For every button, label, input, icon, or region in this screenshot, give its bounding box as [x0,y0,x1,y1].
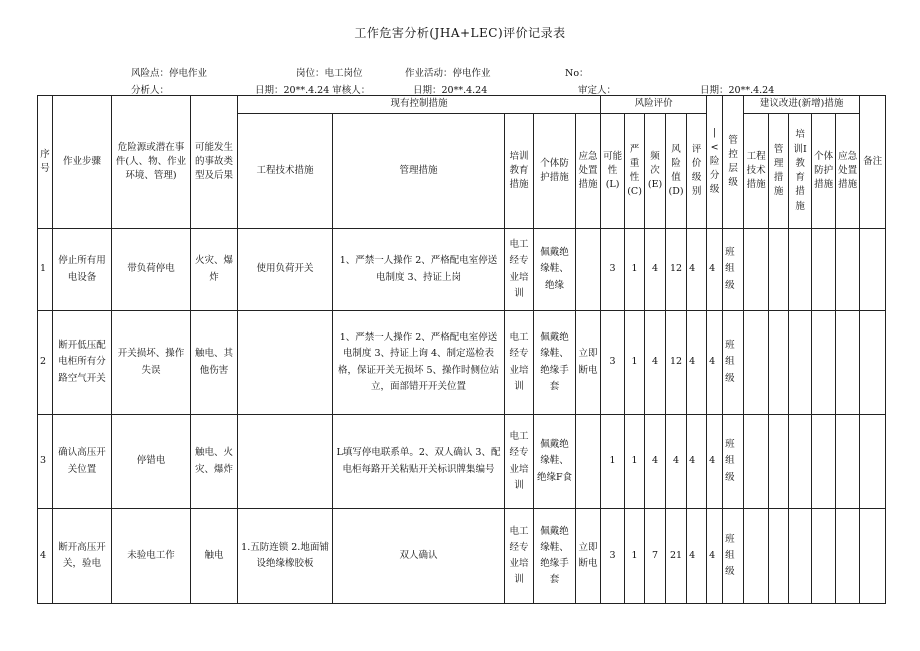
cell-L: 3 [601,509,625,604]
date-2: 日期：20**.4.24 [413,85,488,96]
cell-risk: 4 [707,229,723,311]
cell-ctrl: 班组级 [723,415,744,509]
header-S: 严重性(C) [625,114,645,229]
cell-eng: 1.五防连锁 2.地面铺设绝缘橡胶板 [238,509,333,604]
cell-risk: 4 [707,311,723,415]
header-risk-level: |<险分级 [707,96,723,229]
header-seq: 序号 [38,96,53,229]
cell-step: 停止所有用电设备 [53,229,112,311]
header-ppe: 个体防护措施 [534,114,576,229]
table-row [38,311,886,415]
cell-step: 断开低压配电柜所有分路空气开关 [53,311,112,415]
activity: 作业活动：停电作业 [405,68,491,79]
header-s-eng: 工程技术措施 [744,114,769,229]
header-control-level: 管控层级 [723,96,744,229]
header-D: 风险值(D) [666,114,687,229]
cell-hazard: 开关损坏、操作失误 [112,311,191,415]
header-s-mgmt: 管理措施 [769,114,789,229]
cell-consequence: 触电、其他伤害 [191,311,238,415]
cell-training: 电工经专业培训 [505,229,534,311]
cell-seq: 3 [38,415,53,509]
analyst: 分析人： [131,85,170,96]
header-step: 作业步骤 [53,96,112,229]
header-s-train: 培训I教育措施 [789,114,812,229]
risk-point: 风险点：停电作业 [131,68,208,79]
cell-consequence: 触电 [191,509,238,604]
cell-ppe: 佩戴绝缘鞋、绝缘手套 [534,509,576,604]
cell-C: 1 [625,229,645,311]
cell-D: 21 [666,509,687,604]
cell-E: 7 [645,509,666,604]
cell-ppe: 佩戴绝缘鞋、绝缘手套 [534,311,576,415]
header-s-ppe: 个体防护措施 [812,114,836,229]
cell-training: 电工经专业培训 [505,509,534,604]
cell-L: 1 [601,415,625,509]
cell-eval: 4 [687,311,707,415]
cell-mgmt: 1、严禁一人操作 2、严格配电室停送电制度 3、持证上岗 [333,229,505,311]
cell-C: 1 [625,311,645,415]
cell-emergency: 立即断电 [576,311,601,415]
cell-mgmt: L填写停电联系单。2、双人确认 3、配电柜每路开关粘贴开关标识牌集编号 [333,415,505,509]
cell-E: 4 [645,311,666,415]
cell-emergency [576,229,601,311]
cell-hazard: 停错电 [112,415,191,509]
header-L: 可能性(L) [601,114,625,229]
cell-C: 1 [625,415,645,509]
cell-eng: 使用负荷开关 [238,229,333,311]
cell-seq: 1 [38,229,53,311]
cell-L: 3 [601,311,625,415]
cell-training: 电工经专业培训 [505,415,534,509]
post: 岗位：电工岗位 [296,68,363,79]
cell-hazard: 带负荷停电 [112,229,191,311]
cell-consequence: 触电、火灾、爆炸 [191,415,238,509]
cell-ctrl: 班组级 [723,509,744,604]
cell-seq: 2 [38,311,53,415]
cell-D: 12 [666,311,687,415]
header-suggest: 建议改进(新增)措施 [744,96,860,114]
cell-ctrl: 班组级 [723,229,744,311]
cell-emergency: 立即断电 [576,509,601,604]
jha-table [37,95,886,604]
cell-L: 3 [601,229,625,311]
table-row [38,229,886,311]
cell-eval: 4 [687,509,707,604]
cell-consequence: 火灾、爆炸 [191,229,238,311]
cell-ppe: 佩戴绝缘鞋、绝缘 [534,229,576,311]
header-training: 培训教育措施 [505,114,534,229]
cell-mgmt: 双人确认 [333,509,505,604]
header-remark: 备注 [860,96,886,229]
header-mgmt: 管理措施 [333,114,505,229]
header-s-emerg: 应急处置措施 [836,114,860,229]
cell-emergency [576,415,601,509]
header-emergency: 应急处置措施 [576,114,601,229]
cell-ppe: 佩戴绝缘鞋、绝缘F食 [534,415,576,509]
record-no: No： [565,68,589,79]
header-eng: 工程技术措施 [238,114,333,229]
cell-hazard: 未验电工作 [112,509,191,604]
date-auditor: 日期：20**.4.24 审核人： [255,85,371,96]
reviewer: 审定人： [578,85,617,96]
cell-eng [238,415,333,509]
table-row [38,509,886,604]
cell-mgmt: 1、严禁一人操作 2、严格配电室停送电制度 3、持证上询 4、制定巡检表格，保证开关无损坏 5、操作时侧位站立，面部错开开关位置 [333,311,505,415]
cell-C: 1 [625,509,645,604]
cell-step: 确认高压开关位置 [53,415,112,509]
header-risk-eval: 风险评价 [601,96,707,114]
cell-E: 4 [645,229,666,311]
cell-risk: 4 [707,415,723,509]
cell-seq: 4 [38,509,53,604]
cell-eval: 4 [687,415,707,509]
cell-D: 4 [666,415,687,509]
cell-D: 12 [666,229,687,311]
date-3: 日期：20**.4.24 [700,85,775,96]
cell-eng [238,311,333,415]
cell-step: 断开高压开关，验电 [53,509,112,604]
cell-ctrl: 班组级 [723,311,744,415]
table-row [38,415,886,509]
header-hazard: 危险源或潜在事件(人、物、作业环境、管理) [112,96,191,229]
header-consequence: 可能发生的事故类型及后果 [191,96,238,229]
cell-risk: 4 [707,509,723,604]
header-current-controls: 现有控制措施 [238,96,601,114]
document-title: 工作危害分析(JHA+LEC)评价记录表 [354,26,566,40]
cell-training: 电工经专业培训 [505,311,534,415]
header-E: 频次(E) [645,114,666,229]
cell-eval: 4 [687,229,707,311]
cell-E: 4 [645,415,666,509]
header-eval-level: 评价级别 [687,114,707,229]
